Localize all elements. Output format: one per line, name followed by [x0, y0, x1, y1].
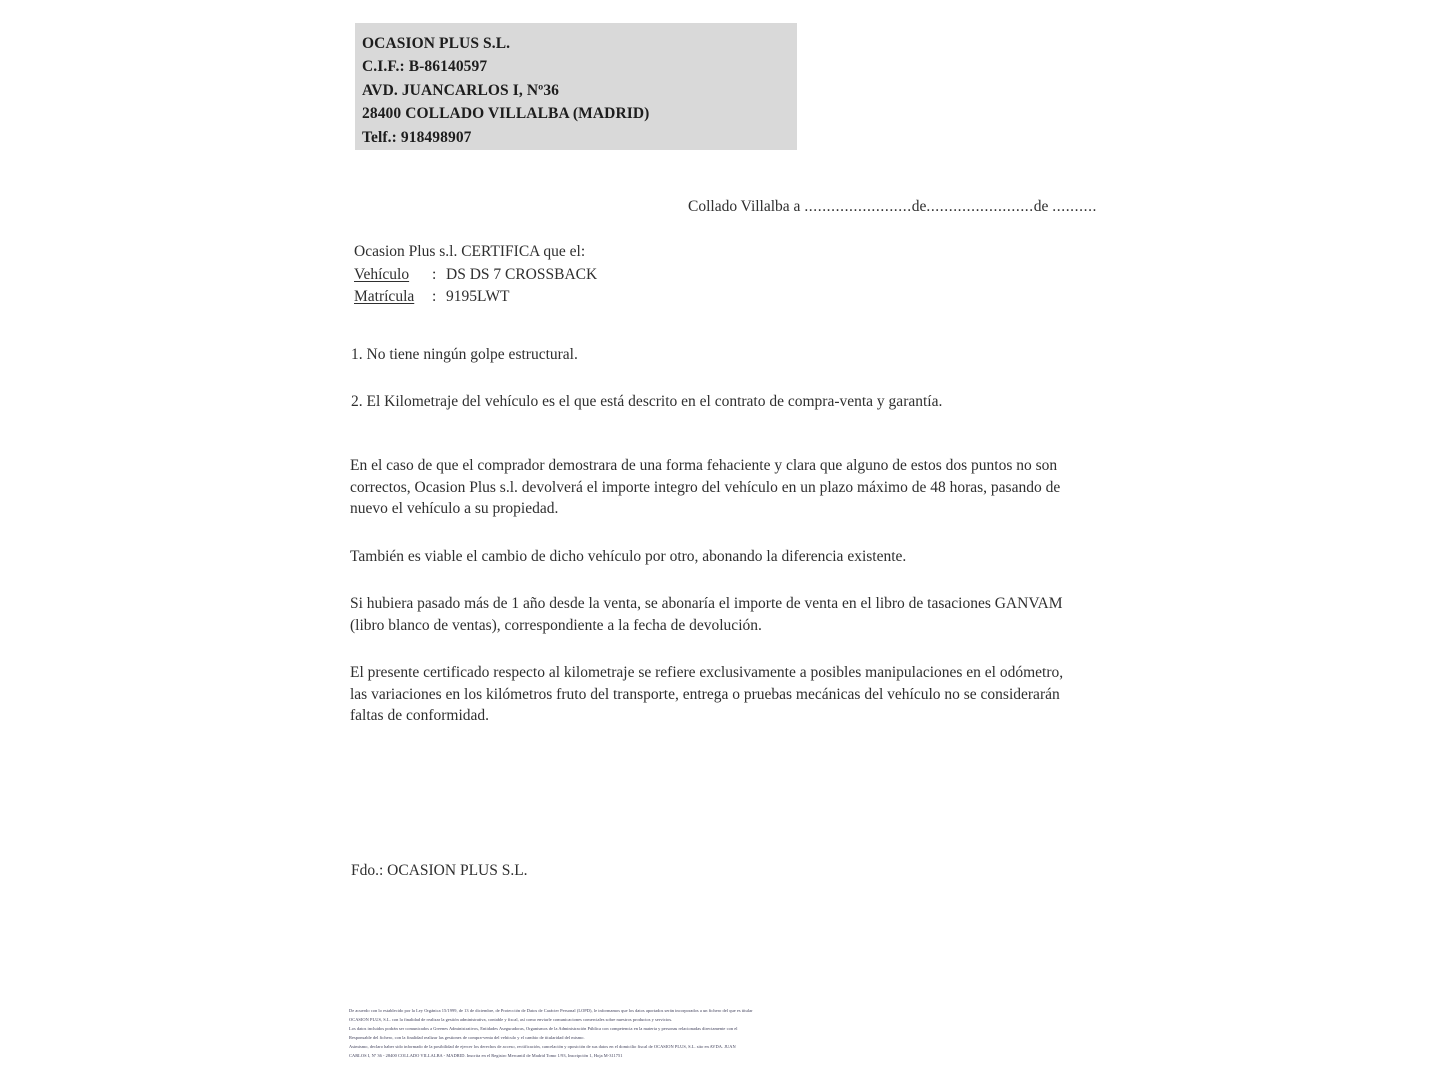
legal-footer-line: De acuerdo con lo establecido por la Ley Orgánica 15/1999, de 13 de diciembre, de Protección de Datos de Carácter Personal (LOPD), le informamos que los datos aportados serán incorporados a un fichero del que es titular [349, 1008, 753, 1013]
company-cif: C.I.F.: B-86140597 [362, 58, 488, 76]
legal-footer-line: CARLOS I, Nº 36 - 28400 COLLADO VILLALBA - MADRID. Inscrita en el Registro Mercantil de Madrid Tomo 1/93, Inscripción 1, Hoja M-311751 [349, 1053, 623, 1059]
plate-field-label: Matrícula [354, 288, 415, 305]
body-paragraph: También es viable el cambio de dicho vehículo por otro, abonando la diferencia existente. [350, 547, 907, 565]
vehicle-field-separator: : [432, 265, 437, 283]
company-telephone: Telf.: 918498907 [362, 128, 472, 146]
plate-field-separator: : [432, 288, 437, 305]
certification-point: 2. El Kilometraje del vehículo es el que está descrito en el contrato de compra-venta y garantía. [351, 393, 943, 410]
body-paragraph: En el caso de que el comprador demostrara de una forma fehaciente y clara que alguno de estos dos puntos no son correctos, Ocasion Plus s.l. devolverá el importe integro del vehículo en un plazo máximo de 48 horas, pasando de nuevo el vehículo a su propiedad. [350, 457, 1061, 517]
legal-footer-line: Los datos incluidos podrán ser comunicados a Greenes Administrativos, Entidades Aseguradoras, Organismos de la Administración Pública con competencia en la materia y personas relacionadas directamente con el [349, 1026, 738, 1032]
dateline-place: Collado Villalba a [688, 198, 801, 215]
certifica-intro: Ocasion Plus s.l. CERTIFICA que el: [354, 243, 586, 260]
dateline-de-1: de [911, 198, 927, 215]
company-name: OCASION PLUS S.L. [362, 35, 511, 52]
certification-points [351, 345, 1051, 439]
dateline-day-blank[interactable]: ........................ [804, 198, 912, 215]
vehicle-field-label: Vehículo [354, 265, 410, 283]
vehicle-field-row [354, 264, 597, 287]
dateline-year-blank[interactable]: .......... [1052, 198, 1098, 215]
company-city: 28400 COLLADO VILLALBA (MADRID) [362, 105, 650, 123]
vehicle-field-value: DS DS 7 CROSSBACK [446, 265, 598, 283]
certifica-block [354, 241, 597, 309]
signature-line: Fdo.: OCASION PLUS S.L. [351, 862, 528, 879]
dateline [688, 198, 1097, 216]
legal-footer-line: OCASION PLUS, S.L. con la finalidad de realizar la gestión administrativa, contable y fiscal, así como enviarle comunicaciones comerciales sobre nuestros productos y servicios. [349, 1017, 673, 1023]
certification-point: 1. No tiene ningún golpe estructural. [351, 346, 578, 363]
letterhead-block [355, 23, 797, 150]
body-text [350, 455, 1076, 727]
plate-field-row [354, 286, 597, 309]
body-paragraph: Si hubiera pasado más de 1 año desde la venta, se abonaría el importe de venta en el libro de tasaciones GANVAM (libro blanco de ventas), correspondiente a la fecha de devolución. [350, 595, 1063, 634]
legal-footer [349, 1006, 1093, 1061]
body-paragraph: El presente certificado respecto al kilometraje se refiere exclusivamente a posibles manipulaciones en el odómetro, las variaciones en los kilómetros fruto del transporte, entrega o pruebas mecánicas del vehículo no se considerarán faltas de conformidad. [350, 664, 1064, 724]
company-street: AVD. JUANCARLOS I, Nº36 [362, 81, 560, 99]
plate-field-value: 9195LWT [446, 288, 510, 305]
dateline-month-blank[interactable]: ........................ [926, 198, 1034, 215]
legal-footer-line: Asimismo, declaro haber sido informado de la posibilidad de ejercer los derechos de acceso, rectificación, cancelación y oposición de sus datos en el domicilio fiscal de OCASION PLUS, S.L. sito en AVDA. JUAN [349, 1044, 736, 1050]
dateline-de-2: de [1033, 198, 1049, 215]
legal-footer-line: Responsable del fichero, con la finalidad realizar las gestiones de compra-venta del vehículo y el cambio de titularidad del mismo. [349, 1035, 585, 1041]
